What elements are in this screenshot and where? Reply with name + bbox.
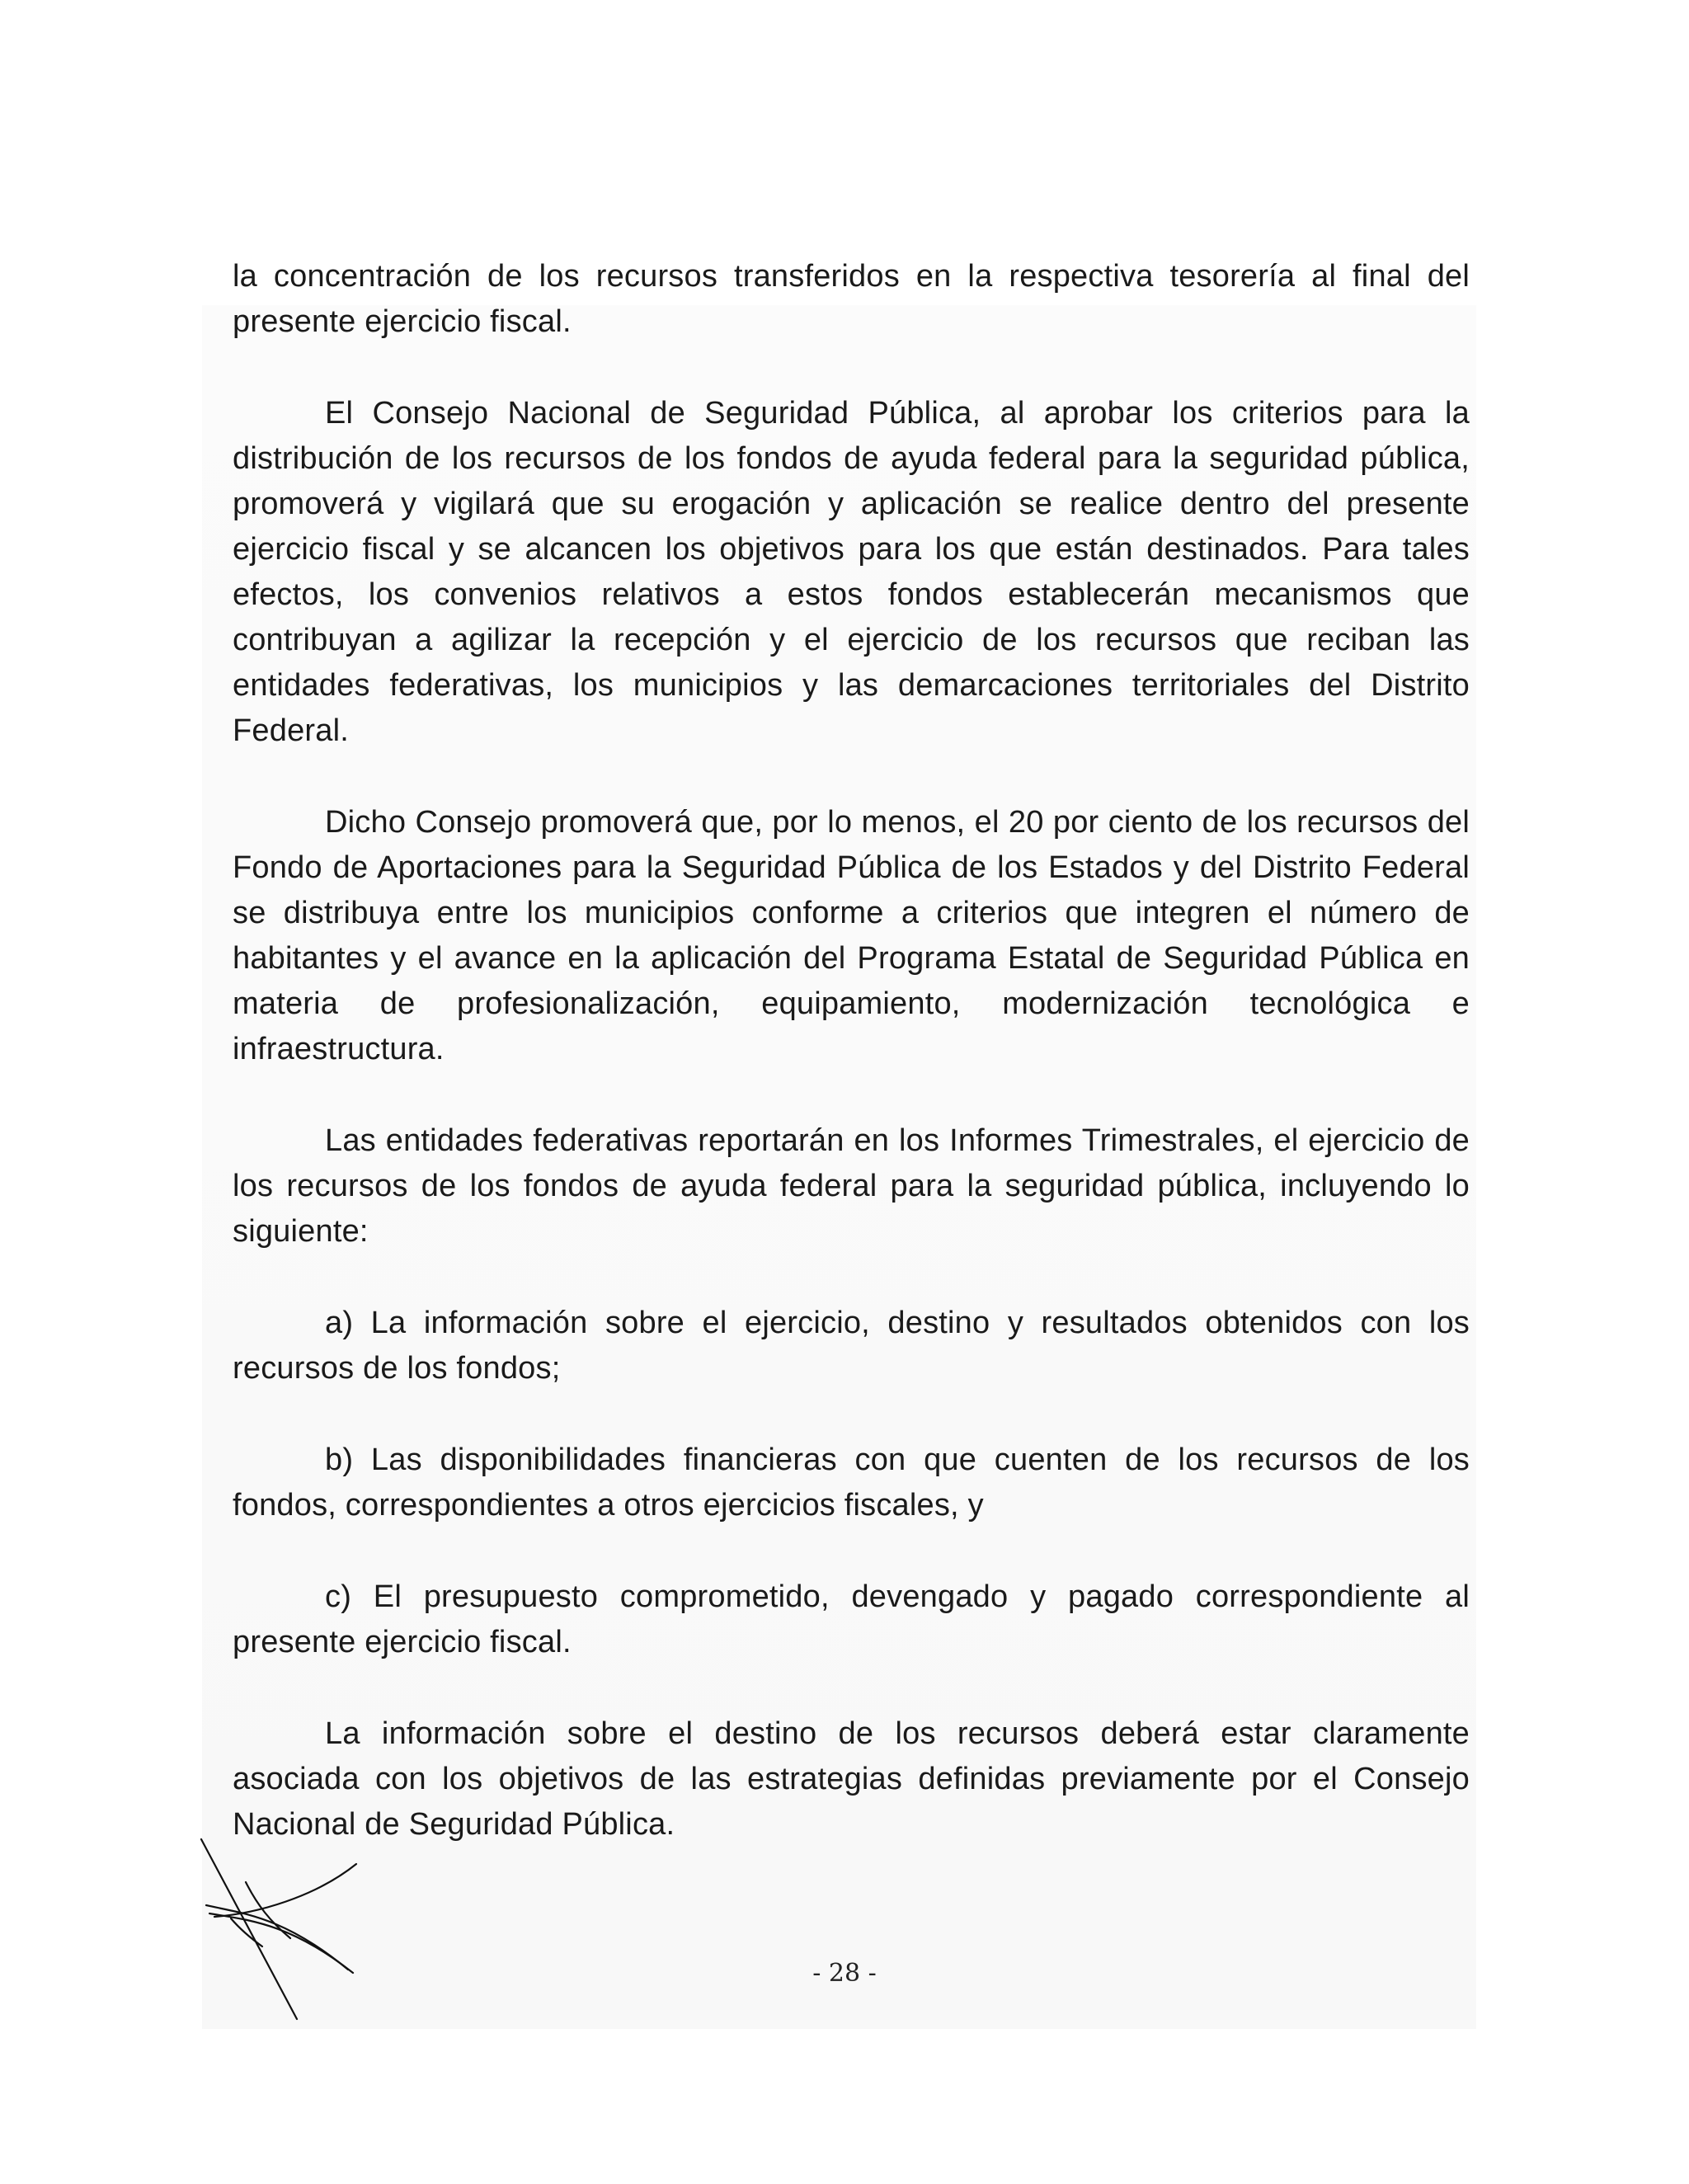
body-text [233, 254, 1470, 1894]
list-item-b: b) Las disponibilidades financieras con que cuenten de los recursos de los fondos, correspondientes a otros ejercicios fiscales, y [233, 1443, 1470, 1523]
list-item-a: a) La información sobre el ejercicio, destino y resultados obtenidos con los recursos de los fondos; [233, 1306, 1470, 1386]
paragraph-consejo-nacional: El Consejo Nacional de Seguridad Pública, al aprobar los criterios para la distribución de los recursos de los fondos de ayuda federal para la seguridad pública, promoverá y vigilará que su erogación y aplicación se realice dentro del presente ejercicio fiscal y se alcancen los objetivos para los que están destinados. Para tales efectos, los convenios relativos a estos fondos establecerán mecanismos que contribuyan a agilizar la recepción y el ejercicio de los recursos que reciban las entidades federativas, los municipios y las demarcaciones territoriales del Distrito Federal. [233, 396, 1470, 748]
paragraph-continuation: la concentración de los recursos transferidos en la respectiva tesorería al final del presente ejercicio fiscal. [233, 259, 1470, 339]
paragraph-entidades-federativas: Las entidades federativas reportarán en los Informes Trimestrales, el ejercicio de los recursos de los fondos de ayuda federal para la seguridad pública, incluyendo lo siguiente: [233, 1123, 1470, 1249]
handwritten-signature [191, 1831, 365, 2021]
list-item-c: c) El presupuesto comprometido, devengado y pagado correspondiente al presente ejercicio fiscal. [233, 1579, 1470, 1659]
page-number: - 28 - [812, 1959, 877, 1988]
paragraph-informacion-destino: La información sobre el destino de los recursos deberá estar claramente asociada con los objetivos de las estrategias definidas previamente por el Consejo Nacional de Seguridad Pública. [233, 1716, 1470, 1842]
paragraph-dicho-consejo: Dicho Consejo promoverá que, por lo menos, el 20 por ciento de los recursos del Fondo de Aportaciones para la Seguridad Pública de los Estados y del Distrito Federal se distribuya entre los municipios conforme a criterios que integren el número de habitantes y el avance en la aplicación del Programa Estatal de Seguridad Pública en materia de profesionalización, equipamiento, modernización tecnológica e infraestructura. [233, 805, 1470, 1066]
